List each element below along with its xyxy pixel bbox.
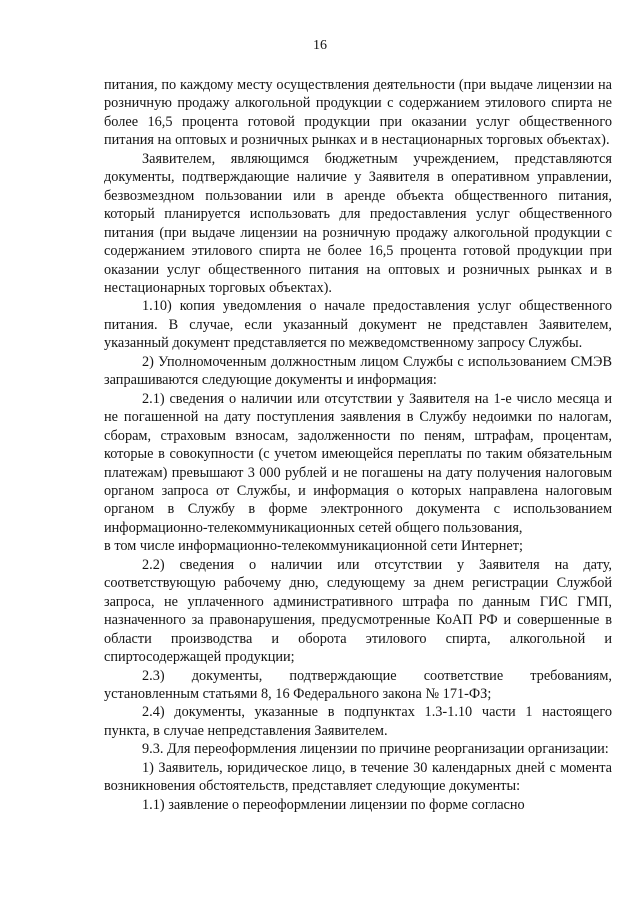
paragraph: 1.10) копия уведомления о начале предоставления услуг общественного питания. В случае, если указанный документ не представлен Заявителем, указанный документ представляется по межведомственному запросу Службы. — [104, 298, 612, 352]
page-number: 16 — [313, 38, 327, 53]
paragraph: 2) Уполномоченным должностным лицом Службы с использованием СМЭВ запрашиваются следующие документы и информация: — [104, 353, 612, 389]
paragraph: Заявителем, являющимся бюджетным учреждением, представляются документы, подтверждающие наличие у Заявителя в оперативном управлении, безвозмездном пользовании или в аренде объекта общественного питания, который планируется использовать для предоставления услуг общественного питания (при выдаче лицензии на розничную продажу алкогольной продукции с содержанием этилового спирта не более 16,5 процента готовой продукции при оказании услуг общественного питания на оптовых и розничных рынках и в нестационарных торговых объектах). — [104, 150, 612, 296]
paragraph: 1.1) заявление о переоформлении лицензии по форме согласно — [142, 796, 525, 813]
paragraph: 2.1) сведения о наличии или отсутствии у Заявителя на 1-е число месяца и не погашенной на дату поступления заявления в Службу недоимки по налогам, сборам, страховым взносам, задолженности по пеням, штрафам, процентам, которые в совокупности (с учетом имеющейся переплаты по таким обязательным платежам) превышают 3 000 рублей и не погашены на дату получения налоговым органом запроса от Службы, и информация о которых направлена налоговым органом в Службу в форме электронного документа с использованием информационно-телекоммуникационных сетей общего пользования, — [104, 390, 612, 536]
paragraph: в том числе информационно-телекоммуникационной сети Интернет; — [104, 538, 523, 555]
paragraph: 9.3. Для переоформления лицензии по причине реорганизации организации: — [142, 741, 609, 758]
paragraph: 1) Заявитель, юридическое лицо, в течение 30 календарных дней с момента возникновения обстоятельств, представляет следующие документы: — [104, 759, 612, 795]
paragraph: 2.4) документы, указанные в подпунктах 1.3-1.10 части 1 настоящего пункта, в случае непредставления Заявителем. — [104, 704, 612, 739]
paragraph: питания, по каждому месту осуществления деятельности (при выдаче лицензии на розничную продажу алкогольной продукции с содержанием этилового спирта не более 16,5 процента готовой продукции при оказании услуг общественного питания на оптовых и розничных рынках и в нестационарных торговых объектах). — [104, 77, 612, 149]
paragraph: 2.3) документы, подтверждающие соответствие требованиям, установленным статьями 8, 16 Федерального закона № 171-ФЗ; — [104, 667, 612, 702]
document-body — [104, 76, 612, 814]
paragraph: 2.2) сведения о наличии или отсутствии у Заявителя на дату, соответствующую рабочему дню, следующему за днем регистрации Службой запроса, не уплаченного административного штрафа по данным ГИС ГМП, назначенного за правонарушения, предусмотренные КоАП РФ и совершенные в области производства и оборота этилового спирта, алкогольной и спиртосодержащей продукции; — [104, 556, 612, 666]
